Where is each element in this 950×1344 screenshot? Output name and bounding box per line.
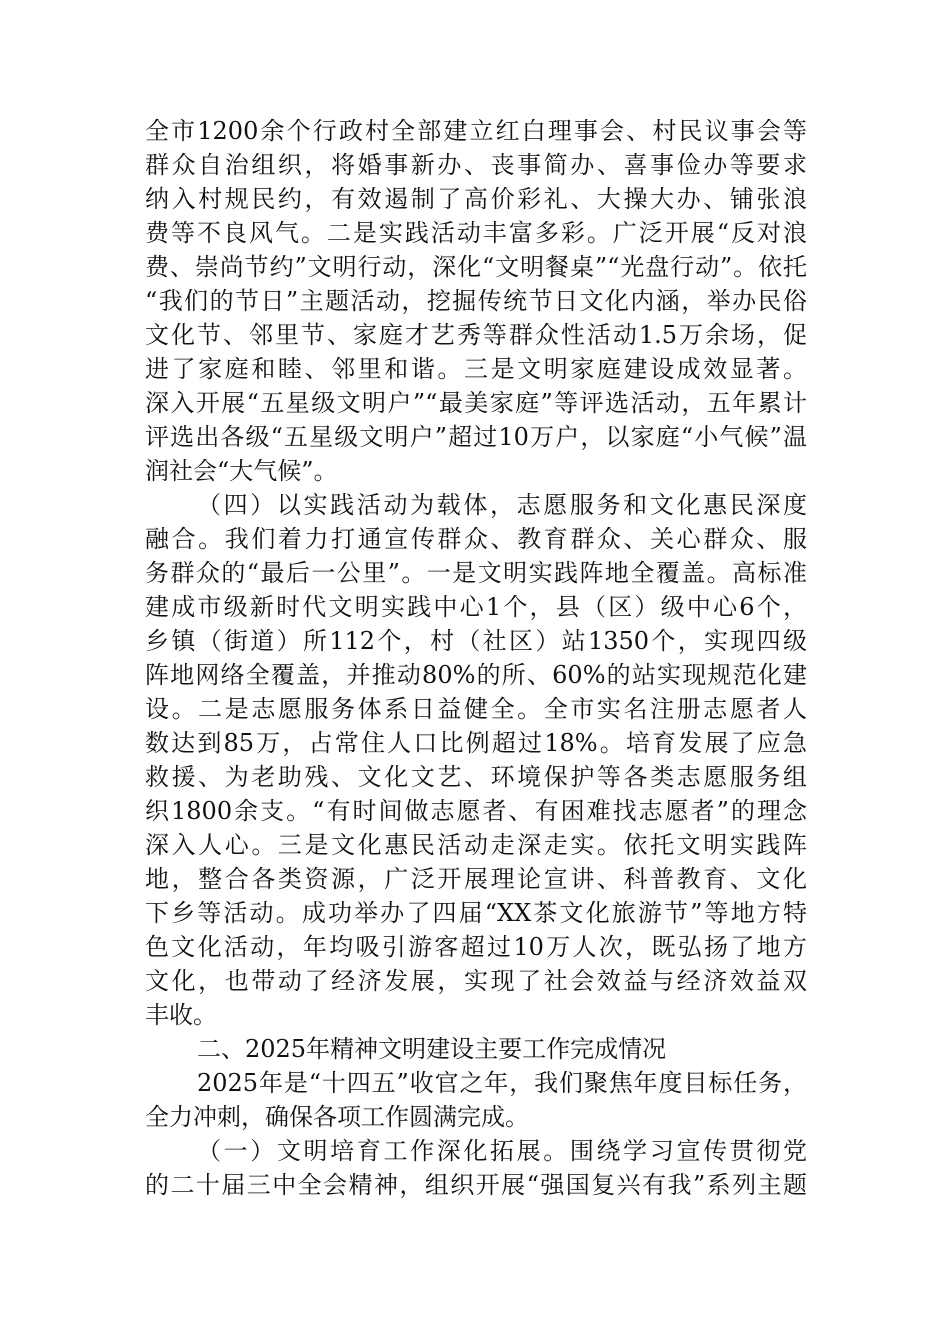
document-body <box>145 114 807 1202</box>
body-line: 下乡等活动。成功举办了四届“XX茶文化旅游节”等地方特 <box>145 899 807 927</box>
paragraph-end-line: 丰收。 <box>145 1001 217 1029</box>
body-line: 阵地网络全覆盖，并推动80%的所、60%的站实现规范化建 <box>145 661 807 689</box>
body-line: 进了家庭和睦、邻里和谐。三是文明家庭建设成效显著。 <box>145 355 807 383</box>
paragraph-heading-line: （一）文明培育工作深化拓展。围绕学习宣传贯彻党 <box>197 1137 807 1165</box>
body-line: 的二十届三中全会精神，组织开展“强国复兴有我”系列主题 <box>145 1171 807 1199</box>
body-line: 数达到85万，占常住人口比例超过18%。培育发展了应急 <box>145 729 807 757</box>
body-line: 织1800余支。“有时间做志愿者、有困难找志愿者”的理念 <box>145 797 807 825</box>
body-line: 融合。我们着力打通宣传群众、教育群众、关心群众、服 <box>145 525 807 553</box>
body-line: 纳入村规民约，有效遏制了高价彩礼、大操大办、铺张浪 <box>145 185 807 213</box>
body-line: 深入人心。三是文化惠民活动走深走实。依托文明实践阵 <box>145 831 807 859</box>
body-line: 群众自治组织，将婚事新办、丧事简办、喜事俭办等要求 <box>145 151 807 179</box>
body-line: 全市1200余个行政村全部建立红白理事会、村民议事会等 <box>145 117 807 145</box>
section-heading: 二、2025年精神文明建设主要工作完成情况 <box>197 1035 667 1063</box>
body-line: 文化节、邻里节、家庭才艺秀等群众性活动1.5万余场，促 <box>145 321 807 349</box>
body-line: 费等不良风气。二是实践活动丰富多彩。广泛开展“反对浪 <box>145 219 807 247</box>
paragraph-end-line: 润社会“大气候”。 <box>145 457 338 485</box>
paragraph-end-line: 全力冲刺，确保各项工作圆满完成。 <box>145 1103 529 1131</box>
body-line: 文化，也带动了经济发展，实现了社会效益与经济效益双 <box>145 967 807 995</box>
body-line: 务群众的“最后一公里”。一是文明实践阵地全覆盖。高标准 <box>145 559 807 587</box>
body-line: 救援、为老助残、文化文艺、环境保护等各类志愿服务组 <box>145 763 807 791</box>
body-line: 2025年是“十四五”收官之年，我们聚焦年度目标任务， <box>197 1069 807 1097</box>
body-line: 深入开展“五星级文明户”“最美家庭”等评选活动，五年累计 <box>145 389 807 417</box>
body-line: 地，整合各类资源，广泛开展理论宣讲、科普教育、文化 <box>145 865 807 893</box>
body-line: 设。二是志愿服务体系日益健全。全市实名注册志愿者人 <box>145 695 807 723</box>
body-line: “我们的节日”主题活动，挖掘传统节日文化内涵，举办民俗 <box>145 287 807 315</box>
body-line: 色文化活动，年均吸引游客超过10万人次，既弘扬了地方 <box>145 933 807 961</box>
body-line: 建成市级新时代文明实践中心1个，县（区）级中心6个， <box>145 593 807 621</box>
paragraph-heading-line: （四）以实践活动为载体，志愿服务和文化惠民深度 <box>197 491 807 519</box>
body-line: 费、崇尚节约”文明行动，深化“文明餐桌”“光盘行动”。依托 <box>145 253 807 281</box>
body-line: 评选出各级“五星级文明户”超过10万户，以家庭“小气候”温 <box>145 423 807 451</box>
body-line: 乡镇（街道）所112个，村（社区）站1350个，实现四级 <box>145 627 807 655</box>
